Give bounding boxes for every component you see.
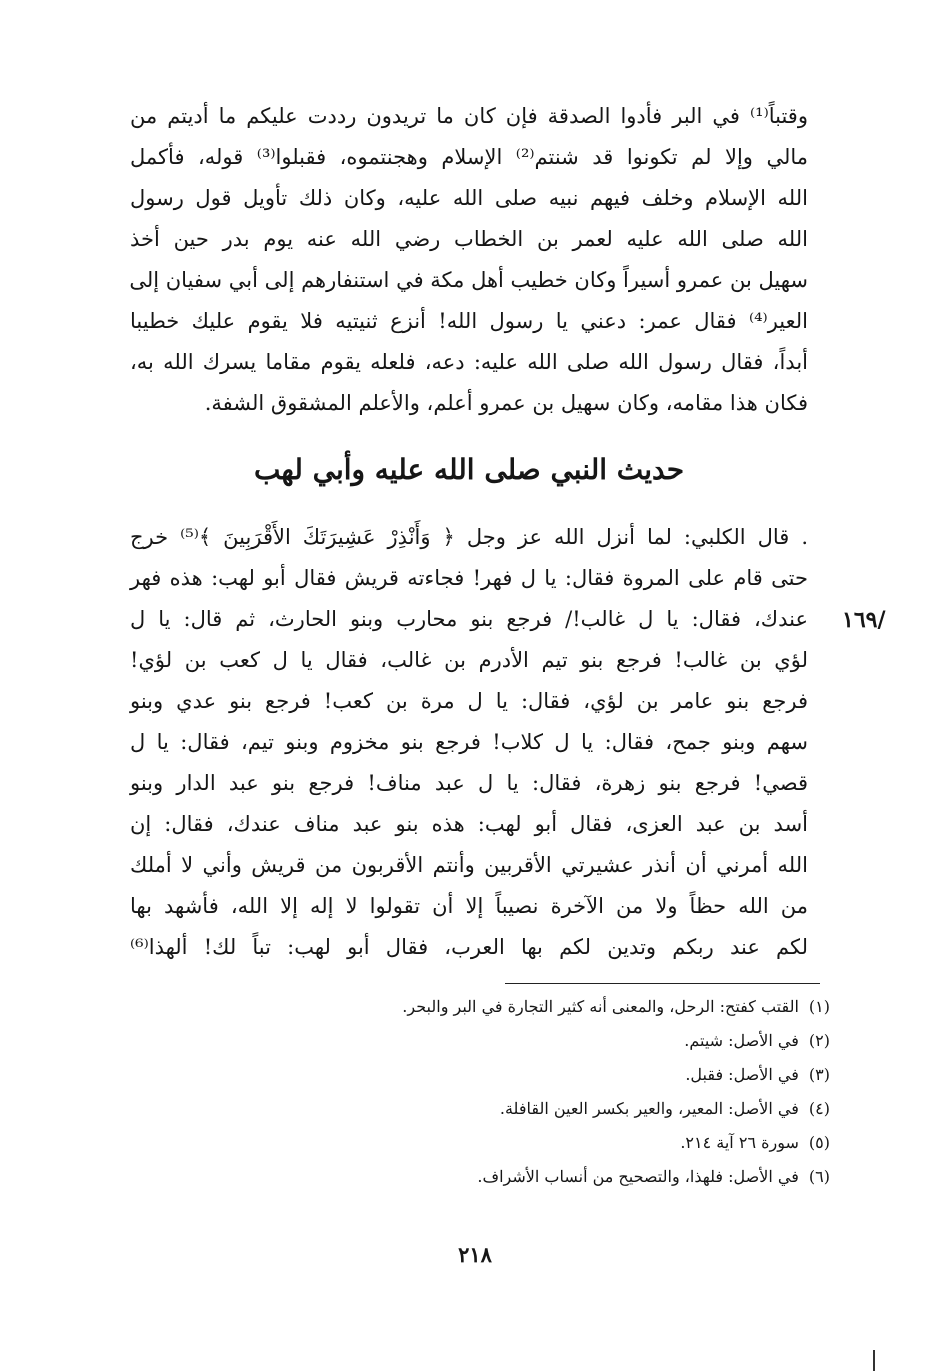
footnote-number: (٤) [808,1099,830,1118]
text-line: عندك، فقال: يا ل غالب!/ فرجع بنو محارب وبنو الحارث، ثم قال: يا ل [130,607,808,631]
footnote-number: (٢) [808,1031,830,1050]
footnote-item [300,1092,830,1126]
footnote-item [300,1024,830,1058]
text-line: العير⁽⁴⁾ فقال عمر: دعني يا رسول الله! أنزع ثنيتيه فلا يقوم عليك خطيبا [130,309,808,333]
footnote-number: (٦) [808,1167,830,1186]
footnote-divider [505,983,820,984]
footnotes [300,990,830,1194]
text-line: سهم وبنو جمح، فقال: يا ل كلاب! فرجع بنو مخزوم وبنو تيم، فقال: يا ل [130,730,808,754]
text-line: . قال الكلبي: لما أنزل الله عز وجل ﴿ وَأَنْذِرْ عَشِيرَتَكَ الأَقْرَبِينَ ﴾⁽⁵⁾ خرج [130,525,808,549]
text-line: من الله حظاً ولا من الآخرة نصيباً إلا أن تقولوا لا إله إلا الله، فأشهد بها [130,894,808,918]
footnote-item [300,1058,830,1092]
footnote-item [300,1160,830,1194]
footnote-item [300,990,830,1024]
text-line: حتى قام على المروة فقال: يا ل فهر! فجاءته قريش فقال أبو لهب: هذه فهر [130,566,808,590]
marginal-page-number: /١٦٩ [842,607,886,633]
page-number: ٢١٨ [458,1242,492,1267]
footnote-item [300,1126,830,1160]
footnote-number: (٥) [808,1133,830,1152]
paragraph-2 [130,517,808,968]
text-line: أبداً، فقال رسول الله صلى الله عليه: دعه، فلعله يقوم مقاما يسرك الله به، [130,350,808,374]
text-line: لؤي بن غالب! فرجع بنو تيم الأدرم بن غالب، فقال يا ل كعب بن لؤي! [130,648,808,672]
text-line: لكم عند ربكم وتدين لكم بها العرب، فقال أبو لهب: تباً لك! ألهذا⁽⁶⁾ [130,935,808,959]
text-line: فرجع بنو عامر بن لؤي، فقال: يا ل مرة بن كعب! فرجع بنو عدي وبنو [130,689,808,713]
text-line: الله الإسلام وخلف فيهم نبيه صلى الله عليه، وكان ذلك تأويل قول رسول [130,186,808,210]
section-heading: حديث النبي صلى الله عليه وأبي لهب [253,453,685,486]
scan-edge-mark [873,1350,875,1371]
paragraph-1 [130,96,808,424]
text-line: مالي وإلا لم تكونوا قد شنتم⁽²⁾ الإسلام وهجنتموه، فقبلوا⁽³⁾ قوله، فأكمل [130,145,808,169]
text-line: سهيل بن عمرو أسيراً وكان خطيب أهل مكة في استنفارهم إلى أبي سفيان إلى [129,268,808,292]
footnote-text: القتب كفتح: الرحل، والمعنى أنه كثير التجارة في البر والبحر. [402,997,799,1016]
footnote-text: في الأصل: فقبل. [685,1065,799,1084]
footnote-text: في الأصل: فلهذا، والتصحيح من أنساب الأشراف. [477,1167,799,1186]
footnote-text: في الأصل: شيتم. [684,1031,799,1050]
text-line: قصي! فرجع بنو زهرة، فقال: يا ل عبد مناف! فرجع بنو عبد الدار وبنو [130,771,808,795]
text-line: فكان هذا مقامه، وكان سهيل بن عمرو أعلم، والأعلم المشقوق الشفة. [204,391,808,415]
text-line: أسد بن عبد العزى، فقال أبو لهب: هذه بنو عبد مناف عندك، فقال: إن [130,812,808,836]
footnote-text: في الأصل: المعير، والعير بكسر العين القافلة. [499,1099,799,1118]
text-line: الله أمرني أن أنذر عشيرتي الأقربين وأنتم الأقربون من قريش وأني لا أملك [130,853,808,877]
text-line: وقتباً⁽¹⁾ في البر فأدوا الصدقة فإن كان ما تريدون رددت عليكم ما أديتم من [130,104,808,128]
footnote-number: (١) [808,997,830,1016]
footnote-text: سورة ٢٦ آية ٢١٤. [680,1133,799,1152]
footnote-number: (٣) [808,1065,830,1084]
text-line: الله صلى الله عليه لعمر بن الخطاب رضي الله عنه يوم بدر حين أخذ [130,227,808,251]
